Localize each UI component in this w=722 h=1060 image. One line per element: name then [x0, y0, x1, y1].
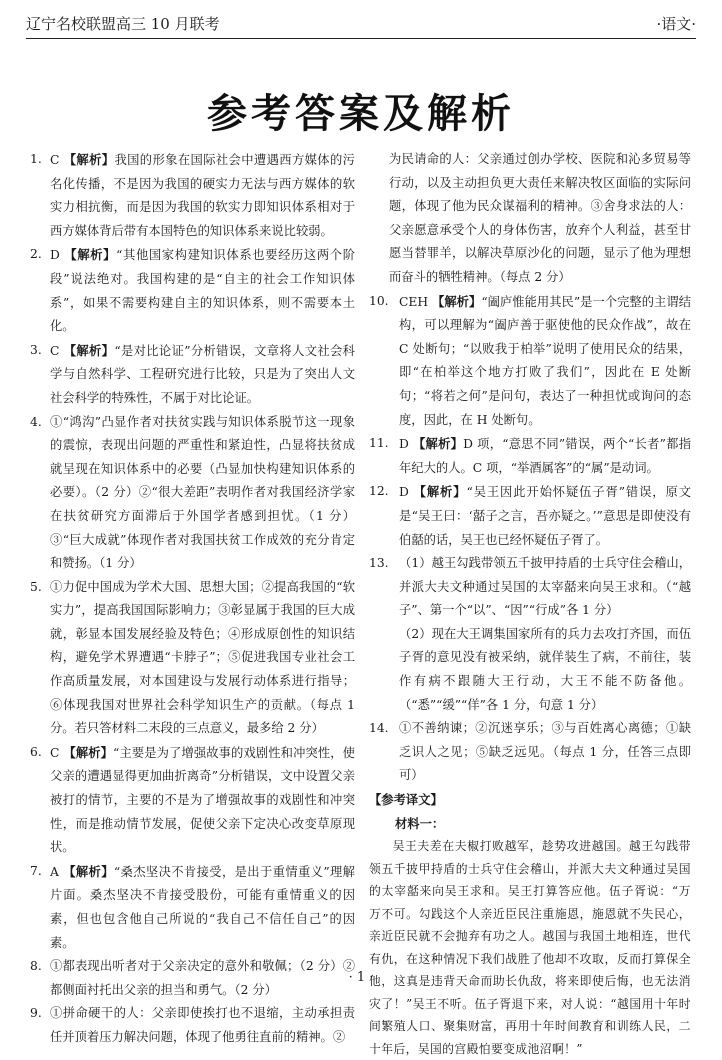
- answer-item-9: [30, 1002, 355, 1049]
- answer-text: ①不善纳谏；②沉迷享乐；③与百姓离心离德；①缺乏识人之见；⑤缺乏远见。（每点 1 分，任答三点即可）: [399, 721, 691, 783]
- answer-text: ①力促中国成为学术大国、思想大国；②提高我国的“软实力”，提高我国国际影响力；③彰显属于我国的巨大成就，彰显本国发展经验及特色；④形成原创性的知识结构，避免学术界遭遇“卡脖子”；⑤促进我国专业社会工作高质量发展，对本国建设与发展行动体系进行指导；⑥体现我国对世界社会科学知识生产的贡献。（每点 1 分。若只答材料二末段的三点意义，最多给 2 分）: [50, 579, 355, 736]
- answer-text: “主要是为了增强故事的戏剧性和冲突性，使父亲的遭遇显得更加曲折离奇”分析错误，文中设置父亲被打的情节，主要的不是为了增强故事的戏剧性和冲突性，而是推动情节发展，促使父亲下定决心改变草原现状。: [50, 745, 355, 855]
- header-exam-name: 辽宁名校联盟高三 10 月联考: [26, 14, 220, 33]
- answer-item-14: [369, 717, 691, 788]
- analysis-tag: 【解析】: [63, 744, 114, 760]
- item-number: 7.: [30, 863, 42, 878]
- answer-letter: C: [50, 745, 60, 760]
- answer-item-1: [30, 148, 355, 243]
- analysis-tag: 【解析】: [413, 484, 467, 500]
- answer-item-7: [30, 860, 355, 955]
- answer-letter: A: [50, 864, 59, 879]
- translation-header: 【参考译文】: [369, 792, 443, 808]
- answer-text: （1）越王勾践带领五千披甲持盾的士兵守住会稽山，并派大夫文种通过吴国的太宰嚭来向吴王求和。（“越子”、第一个“以”、“因”“行成”各 1 分）: [399, 556, 691, 618]
- answer-text: ①都表现出听者对于父亲决定的意外和敬佩；（2 分）②都侧面衬托出父亲的担当和勇气。（2 分）: [50, 959, 355, 997]
- answer-item-6: [30, 741, 355, 860]
- item-number: 4.: [30, 414, 42, 429]
- answer-text: ①拼命硬干的人：父亲即使挨打也不退缩，主动承担责任并顶着压力解决问题，体现了他勇往直前的精神。②: [50, 1006, 355, 1044]
- page-title: 参考答案及解析: [207, 91, 515, 137]
- item-number: 12.: [369, 484, 389, 499]
- item-number: 2.: [30, 247, 42, 262]
- answer-item-13-part2: [369, 623, 691, 717]
- answer-text: “阖庐惟能用其民”是一个完整的主谓结构，可以理解为“阖庐善于驱使他的民众作战”，故在 C 处断句；“以败我于柏举”说明了使用民众的结果，即“在柏举这个地方打败了我们”，因此在 E 处断句；“将若之何”是问句，表达了一种担忧或询问的态度，因此，在 H 处断句。: [399, 294, 691, 427]
- analysis-tag: 【解析】: [63, 152, 115, 167]
- answer-letter: C: [50, 153, 60, 167]
- analysis-tag: 【解析】: [63, 863, 114, 879]
- answer-item-11: [369, 432, 691, 480]
- header-subject: ·语文·: [656, 14, 696, 33]
- item-number: 10.: [369, 293, 389, 308]
- answer-item-2: [30, 243, 355, 338]
- analysis-tag: 【解析】: [63, 342, 115, 358]
- answer-text: D 项，“意思不同”错误，两个“长者”都指年纪大的人。C 项，“举酒属客”的“属”是动词。: [399, 437, 691, 475]
- translation-text: 吴王夫差在夫椒打败越军，趁势攻进越国。越王勾践带领五千披甲持盾的士兵守住会稽山，并派大夫文种通过吴国的太宰嚭来向吴王求和。吴王打算答应他。伍子胥说：“万万不可。勾践这个人亲近臣民注重施恩，施恩就不失民心，亲近臣民就不会抛弃有功之人。越国与我国土地相连，世代有仇，在这种情况下我们战胜了他却不攻取，反而打算保全他，这真是违背天命而助长仇敌，将来即使后悔，也无法消灾了！”吴王不听。伍子胥退下来，对人说：“越国用十年时间繁殖人口、聚集财富，再用十年时间教育和训练人民，二十年后，吴国的宫殿怕要变成池沼啊！”: [369, 839, 691, 1056]
- item-number: 5.: [30, 579, 42, 594]
- answer-item-13-part1: [369, 552, 691, 623]
- answer-item-10: [369, 290, 691, 433]
- answer-text: “其他国家构建知识体系也要经历这两个阶段”说法绝对。我国构建的是“自主的社会工作知识体系”，如果不需要构建自主的知识体系，则不需要本土化。: [50, 248, 355, 334]
- item-number: 9.: [30, 1006, 42, 1021]
- answer-letter: D: [399, 437, 409, 452]
- answer-item-9-continued: 为民请命的人：父亲通过创办学校、医院和沁多贸易等行动，以及主动担负更大责任来解决牧区面临的实际问题，体现了他为民众谋福利的精神。③舍身求法的人：父亲愿意承受个人的身体伤害，放弃个人利益，甚至甘愿当替罪羊，以解决草原沙化的问题，显示了他为理想而奋斗的牺牲精神。（每点 2 分）: [389, 152, 691, 284]
- answer-item-5: [30, 576, 355, 741]
- item-number: 6.: [30, 744, 42, 759]
- answer-letter: D: [50, 248, 60, 263]
- analysis-tag: 【解析】: [64, 247, 117, 263]
- page-header: [26, 8, 696, 39]
- item-number: 3.: [30, 342, 42, 357]
- answer-text: （2）现在大王调集国家所有的兵力去攻打齐国，而伍子胥的意见没有被采纳，就佯装生了病，不前往，装作有病不跟随大王行动，大王不能不防备他。（“悉”“缓”“佯”各 1 分，句意 1 分）: [399, 626, 691, 712]
- answer-letter: C: [50, 343, 60, 358]
- right-column: [369, 148, 691, 1060]
- left-column: [30, 148, 355, 1050]
- item-number: 14.: [369, 721, 389, 736]
- analysis-tag: 【解析】: [413, 436, 464, 452]
- answer-letter: D: [399, 485, 409, 500]
- page-number: · 1 ·: [348, 970, 374, 985]
- answer-letter: CEH: [399, 294, 429, 309]
- answer-text: ①“鸿沟”凸显作者对扶贫实践与知识体系脱节这一现象的震惊，表现出问题的严重性和紧迫性，凸显将扶贫成就呈现在知识体系中的必要（凸显加快构建知识体系的必要）。（2 分）②“很大差距”表明作者对我国经济学家在扶贫研究方面滞后于外国学者感到担忧。（1 分）③“巨大成就”体现作者对我国扶贫工作成效的充分肯定和赞扬。（1 分）: [50, 414, 355, 571]
- item-number: 1.: [30, 152, 42, 166]
- answer-text: “吴王因此开始怀疑伍子胥”错误，原文是“吴王曰：‘嚭子之言，吾亦疑之。’”意思是即使没有伯嚭的话，吴王也已经怀疑伍子胥了。: [399, 485, 691, 547]
- item-number: 13.: [369, 556, 389, 571]
- answer-text: “桑杰坚决不肯接受，是出于重情重义”理解片面。桑杰坚决不肯接受股份，可能有重情重义的因素，但也包含他自己所说的“我自己不信任自己”的因素。: [50, 864, 355, 950]
- answer-item-4: [30, 411, 355, 576]
- item-number: 8.: [30, 959, 42, 974]
- answer-text: “是对比论证”分析错误，文章将人文社会科学与自然科学、工程研究进行比较，只是为了突出人文社会科学的特殊性，不属于对比论证。: [50, 343, 355, 405]
- analysis-tag: 【解析】: [432, 293, 482, 309]
- answer-item-12: [369, 480, 691, 552]
- answer-item-3: [30, 339, 355, 411]
- answer-text: 我国的形象在国际社会中遭遇西方媒体的污名化传播，不是因为我国的硬实力无法与西方媒体的软实力相抗衡，而是因为我国的软实力即知识体系相对于西方媒体背后带有本国特色的知识体系来说比较弱。: [50, 153, 355, 238]
- material-label: 材料一：: [395, 815, 445, 831]
- item-number: 11.: [369, 436, 389, 451]
